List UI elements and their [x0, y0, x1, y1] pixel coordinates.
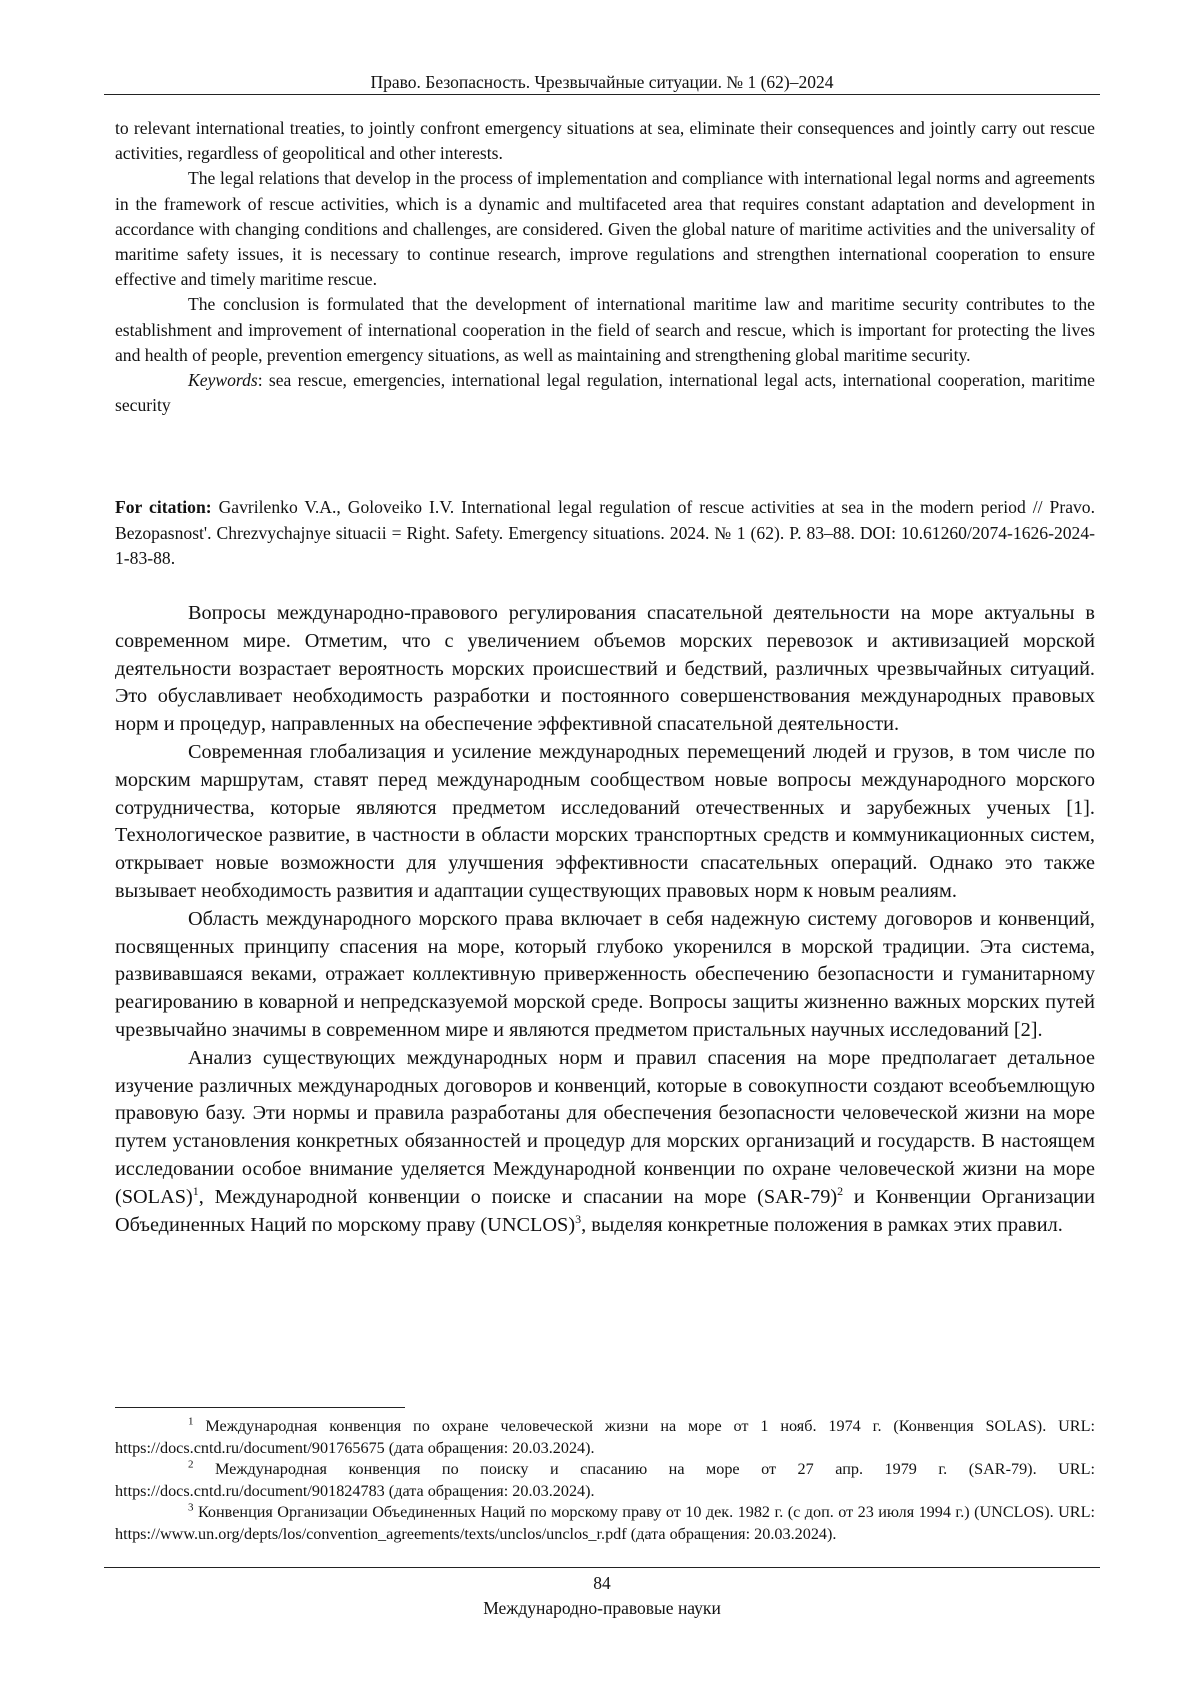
abstract-paragraph-1: to relevant international treaties, to jointly confront emergency situations at sea, eliminate their consequences and jointly carry out rescue activities, regardless of geopolitical and other interests.: [115, 118, 1095, 164]
footnote-1: [115, 1416, 1095, 1459]
header-rule: [104, 94, 1100, 95]
keywords: [115, 368, 1095, 418]
abstract: [115, 116, 1095, 418]
body-paragraph-1: Вопросы международно-правового регулирования спасательной деятельности на море актуальны в современном мире. Отметим, что с увеличением объемов морских перевозок и активизацией морской деятельности возрастает вероятность морских происшествий и бедствий, различных чрезвычайных ситуаций. Это обуславливает необходимость разработки и постоянного совершенствования международных правовых норм и процедур, направленных на обеспечение эффективной спасательной деятельности.: [115, 602, 1095, 736]
main-text: [115, 600, 1095, 1239]
running-header: Право. Безопасность. Чрезвычайные ситуации. № 1 (62)–2024: [370, 72, 834, 92]
footnote-3-number: 3: [188, 1501, 194, 1514]
footnote-2: [115, 1459, 1095, 1502]
body-paragraph-4-part-c: и Конвенции Организации Объединенных Наций по морскому праву (UNCLOS): [115, 1185, 1096, 1236]
footnote-ref-3[interactable]: 3: [575, 1211, 582, 1226]
citation-label: For citation:: [115, 497, 212, 517]
footnotes: [115, 1416, 1095, 1545]
body-paragraph-4-part-b: , Международной конвенции о поиске и спасании на море (SAR-79): [198, 1185, 838, 1208]
footnote-ref-1[interactable]: 1: [192, 1183, 199, 1198]
footer-rule: [104, 1567, 1100, 1568]
body-paragraph-4: [115, 1045, 1095, 1240]
citation: [115, 495, 1095, 572]
body-paragraph-2: Современная глобализация и усиление международных перемещений людей и грузов, в том числе по морским маршрутам, ставят перед международным сообществом новые вопросы международного морского сотрудничества, которые являются предметом исследований отечественных и зарубежных ученых [1]. Технологическое развитие, в частности в области морских транспортных средств и коммуникационных систем, открывает новые возможности для улучшения эффективности спасательных операций. Однако это также вызывает необходимость развития и адаптации существующих правовых норм к новым реалиям.: [115, 740, 1095, 902]
footnote-2-text: Международная конвенция по поиску и спасанию на море от 27 апр. 1979 г. (SAR-79). URL: https://docs.cntd.ru/document/901824783 (дата обращения: 20.03.2024).: [115, 1460, 1095, 1500]
footnote-3: [115, 1502, 1095, 1545]
abstract-paragraph-3: The conclusion is formulated that the development of international maritime law and maritime security contributes to the establishment and improvement of international cooperation in the field of search and rescue, which is important for protecting the lives and health of people, prevention emergency situations, as well as maintaining and strengthening global maritime security.: [115, 294, 1095, 365]
body-paragraph-4-part-d: , выделяя конкретные положения в рамках этих правил.: [581, 1213, 1063, 1236]
footnote-1-number: 1: [188, 1415, 194, 1428]
keywords-list: : sea rescue, emergencies, international legal regulation, international legal acts, international cooperation, maritime security: [115, 370, 1095, 416]
body-paragraph-4-part-a: Анализ существующих международных норм и правил спасения на море предполагает детальное изучение различных международных договоров и конвенций, которые в совокупности создают всеобъемлющую правовую базу. Эти нормы и правила разработаны для обеспечения безопасности человеческой жизни на море путем установления конкретных обязанностей и процедур для морских организаций и государств. В настоящем исследовании особое внимание уделяется Международной конвенции по охране человеческой жизни на море (SOLAS): [115, 1046, 1095, 1208]
abstract-paragraph-2: The legal relations that develop in the process of implementation and compliance with international legal norms and agreements in the framework of rescue activities, which is a dynamic and multifaceted area that requires constant adaptation and development in accordance with changing conditions and challenges, are considered. Given the global nature of maritime activities and the universality of maritime safety issues, it is necessary to continue research, improve regulations and strengthen international cooperation to ensure effective and timely maritime rescue.: [115, 168, 1095, 290]
section-name: Международно-правовые науки: [483, 1598, 721, 1618]
footnote-separator: [115, 1407, 405, 1408]
citation-text: Gavrilenko V.A., Goloveiko I.V. International legal regulation of rescue activities at sea in the modern period // Pravo. Bezopasnost'. Chrezvychajnye situacii = Right. Safety. Emergency situations. 2024. № 1 (62). P. 83–88. DOI: 10.61260/2074-1626-2024-1-83-88.: [115, 497, 1095, 568]
body-paragraph-3: Область международного морского права включает в себя надежную систему договоров и конвенций, посвященных принципу спасения на море, который глубоко укоренился в морской традиции. Эта система, развивавшаяся веками, отражает коллективную приверженность обеспечению безопасности и гуманитарному реагированию в коварной и непредсказуемой морской среде. Вопросы защиты жизненно важных морских путей чрезвычайно значимы в современном мире и являются предметом пристальных научных исследований [2].: [115, 907, 1095, 1041]
footnote-1-text: Международная конвенция по охране человеческой жизни на море от 1 нояб. 1974 г. (Конвенция SOLAS). URL: https://docs.cntd.ru/document/901765675 (дата обращения: 20.03.2024).: [115, 1417, 1095, 1457]
footnote-3-text: Конвенция Организации Объединенных Наций по морскому праву от 10 дек. 1982 г. (с доп. от 23 июля 1994 г.) (UNCLOS). URL: https://www.un.org/depts/los/convention_agreements/texts/unclos/unclos_r.pdf (дата обращения: 20.03.2024).: [115, 1503, 1095, 1543]
footnote-2-number: 2: [188, 1458, 194, 1471]
keywords-label: Keywords: [188, 370, 258, 391]
page-number: 84: [593, 1573, 611, 1593]
footnote-ref-2[interactable]: 2: [837, 1183, 844, 1198]
